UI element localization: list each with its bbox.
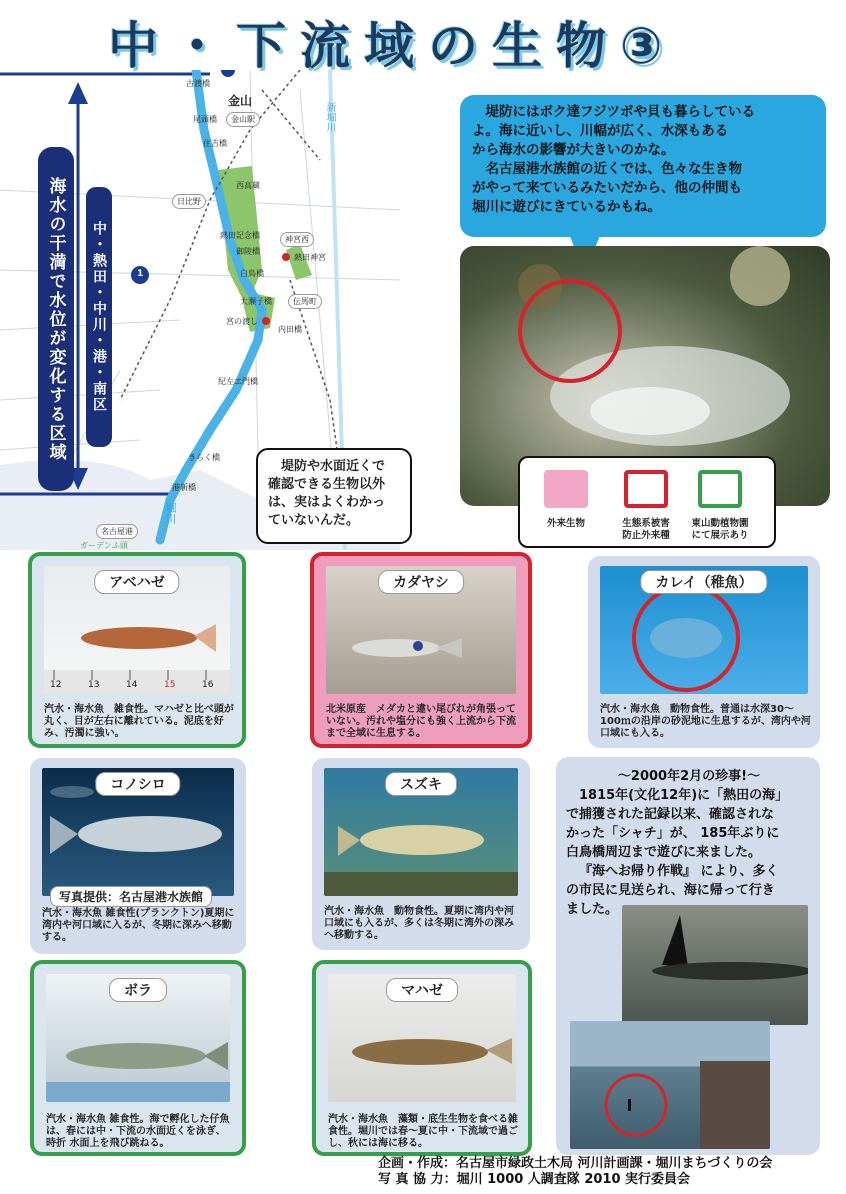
species-name: マハゼ bbox=[386, 978, 458, 1002]
species-name: カダヤシ bbox=[378, 570, 464, 594]
species-card-kadayashi bbox=[310, 552, 532, 748]
station-label: 神宮西 bbox=[280, 232, 314, 247]
orca-story-panel bbox=[556, 757, 820, 1155]
species-description: 汽水・海水魚 動物食性。夏期に湾内や河口域にも入るが、多くは冬期に湾外の深みへ移動する。 bbox=[324, 906, 514, 941]
bubble-line: ていないんだ。 bbox=[268, 513, 360, 528]
credit-line-planning: 企画・作成：名古屋市緑政土木局 河川計画課・堀川まちづくりの会 bbox=[378, 1156, 773, 1171]
species-description: 汽水・海水魚 藻類・底生生物を食べる雑食性。堀川では春〜夏に中・下流域で過ごし、秋には海に移る。 bbox=[328, 1114, 518, 1149]
map-label-garden-pier: ガーデンふ頭 bbox=[80, 541, 128, 550]
map-label-miyanowatashi: 宮の渡し bbox=[226, 317, 258, 326]
legend-zoo-line: にて展示あり bbox=[691, 530, 749, 541]
orca-fin-photo bbox=[622, 905, 808, 1025]
species-card-abehaze bbox=[28, 552, 246, 748]
ruler-tick: 14 bbox=[126, 680, 138, 690]
station-label: 日比野 bbox=[172, 194, 206, 209]
photo-credit: 写真提供：名古屋港水族館 bbox=[50, 886, 212, 907]
species-description: 汽水・海水魚 雑食性(プランクトン)夏期に湾内や河口域に入るが、冬期に深みへ移動する。 bbox=[42, 908, 235, 943]
bubble-line: 確認できる生物以外 bbox=[268, 477, 386, 492]
species-name: ボラ bbox=[109, 978, 167, 1002]
station-label: 名古屋港 bbox=[96, 524, 138, 539]
species-description: 北米原産 メダカと違い尾びれが角張っていない。汚れや塩分にも強く上流から下流まで全域に生息する。 bbox=[326, 704, 516, 739]
species-name: コノシロ bbox=[95, 772, 180, 796]
species-name: スズキ bbox=[385, 772, 457, 796]
orca-line: で捕獲された記録以来、確認されな bbox=[566, 807, 775, 822]
ruler-tick: 13 bbox=[88, 680, 100, 690]
legend-eco-line: 防止外来種 bbox=[622, 530, 670, 541]
map-label-atsuta-jingu: 熱田神宮 bbox=[294, 253, 326, 262]
ruler-tick: 16 bbox=[202, 680, 214, 690]
eco-damage-swatch bbox=[624, 470, 668, 508]
credit-line-photo: 写 真 協 力：堀川 1000 人調査隊 2010 実行委員会 bbox=[378, 1172, 691, 1187]
species-name: アベハゼ bbox=[94, 570, 179, 594]
tidal-zone-text: 海水の干満で水位が変化する区域 bbox=[45, 176, 66, 462]
orca-fin-photo-graphic bbox=[622, 905, 808, 1025]
station-label: 金山駅 bbox=[226, 112, 260, 127]
orca-crowd-photo-graphic bbox=[570, 1021, 770, 1149]
bridge-label: 紀左ヱ門橋 bbox=[218, 377, 258, 386]
orca-line: 1815年(文化12年)に「熱田の海」 bbox=[579, 788, 789, 803]
map-label-horikawa: 堀川 bbox=[164, 502, 177, 524]
bridge-label: 古渡橋 bbox=[186, 79, 210, 88]
bridge-label: 港新橋 bbox=[172, 483, 196, 492]
map-label-shinhorikawa: 新堀川 bbox=[324, 102, 335, 132]
map-label-kanayama: 金山 bbox=[228, 94, 253, 108]
orca-line: ました。 bbox=[566, 902, 619, 917]
species-card-bora bbox=[30, 960, 246, 1156]
bubble-line: よ。海に近いし、川幅が広く、水深もある bbox=[472, 123, 729, 139]
wards-text: 中・熱田・中川・港・南区 bbox=[91, 221, 107, 413]
station-label: 伝馬町 bbox=[288, 294, 322, 309]
bubble-line: 堀川に遊びにきているかもね。 bbox=[472, 199, 661, 215]
species-card-karei bbox=[588, 556, 820, 748]
legend-alien-label: 外来生物 bbox=[546, 518, 585, 529]
bubble-line: がやって来ているみたいだから、他の仲間も bbox=[472, 180, 742, 196]
orca-line: の市民に見送られ、海に帰って行き bbox=[566, 883, 775, 898]
orca-story-text bbox=[566, 767, 812, 919]
bubble-line: 堤防や水面近くで bbox=[281, 459, 386, 474]
bridge-label: 御陵橋 bbox=[236, 247, 260, 256]
bubble-line: 名古屋港水族館の近くでは、色々な生き物 bbox=[485, 161, 742, 177]
zoo-exhibit-swatch bbox=[698, 470, 742, 508]
orca-heading: 〜2000年2月の珍事!〜 bbox=[617, 769, 761, 784]
legend-box bbox=[518, 456, 776, 548]
orca-line: 『海へお帰り作戦』 により、多く bbox=[579, 864, 779, 879]
alien-species-swatch bbox=[544, 470, 588, 508]
species-card-suzuki bbox=[312, 758, 530, 950]
bubble-line: 堤防にはボク達フジツボや貝も暮らしている bbox=[485, 104, 755, 120]
bubble-line: は、実はよくわかっ bbox=[268, 495, 386, 510]
orca-crowd-photo bbox=[570, 1021, 770, 1149]
species-name: カレイ（稚魚） bbox=[640, 570, 767, 594]
species-description: 汽水・海水魚 雑食性。マハゼと比べ頭が丸く、目が左右に離れている。泥底を好み、汚濁に強い。 bbox=[44, 704, 234, 739]
species-card-mahaze bbox=[312, 960, 532, 1156]
bridge-label: 西高蔵 bbox=[236, 181, 260, 190]
bridge-label: 住吉橋 bbox=[203, 139, 227, 148]
ruler-tick: 12 bbox=[50, 680, 62, 690]
legend-zoo-line: 東山動植物園 bbox=[691, 518, 749, 529]
bridge-label: きらく橋 bbox=[188, 453, 220, 462]
legend-eco-label bbox=[606, 518, 686, 542]
ruler-tick: 15 bbox=[164, 680, 176, 690]
bridge-label: 白鳥橋 bbox=[240, 269, 264, 278]
wards-banner bbox=[86, 187, 112, 447]
barnacle-speech-bubble bbox=[460, 95, 826, 237]
bridge-label: 尾頭橋 bbox=[193, 115, 217, 124]
orca-line: かった「シャチ」が、 185年ぶりに bbox=[566, 826, 780, 841]
unknown-species-speech-bubble bbox=[256, 448, 412, 544]
legend-eco-line: 生態系被害 bbox=[622, 518, 670, 529]
bubble-line: から海水の影響が大きいのかな。 bbox=[472, 142, 675, 158]
species-description: 汽水・海水魚 動物食性。普通は水深30〜100ｍの沿岸の砂泥地に生息するが、湾内や河口域にも入る。 bbox=[600, 704, 811, 739]
route-1-marker: 1 bbox=[137, 269, 144, 279]
legend-zoo-label bbox=[680, 518, 760, 542]
bridge-label: 内田橋 bbox=[278, 325, 302, 334]
species-description: 汽水・海水魚 雑食性。海で孵化した仔魚は、春には中・下流の水面近くを泳ぎ、時折 水面上を飛び跳ねる。 bbox=[46, 1114, 230, 1149]
bridge-label: 熱田記念橋 bbox=[220, 231, 260, 240]
credits bbox=[378, 1156, 838, 1188]
species-card-konoshiro bbox=[30, 758, 246, 954]
page-title: 中・下流域の生物③ bbox=[108, 17, 677, 75]
tidal-zone-banner bbox=[38, 147, 74, 491]
orca-line: 白鳥橋周辺まで遊びに来ました。 bbox=[566, 845, 762, 860]
bridge-label: 大瀬子橋 bbox=[240, 297, 272, 306]
